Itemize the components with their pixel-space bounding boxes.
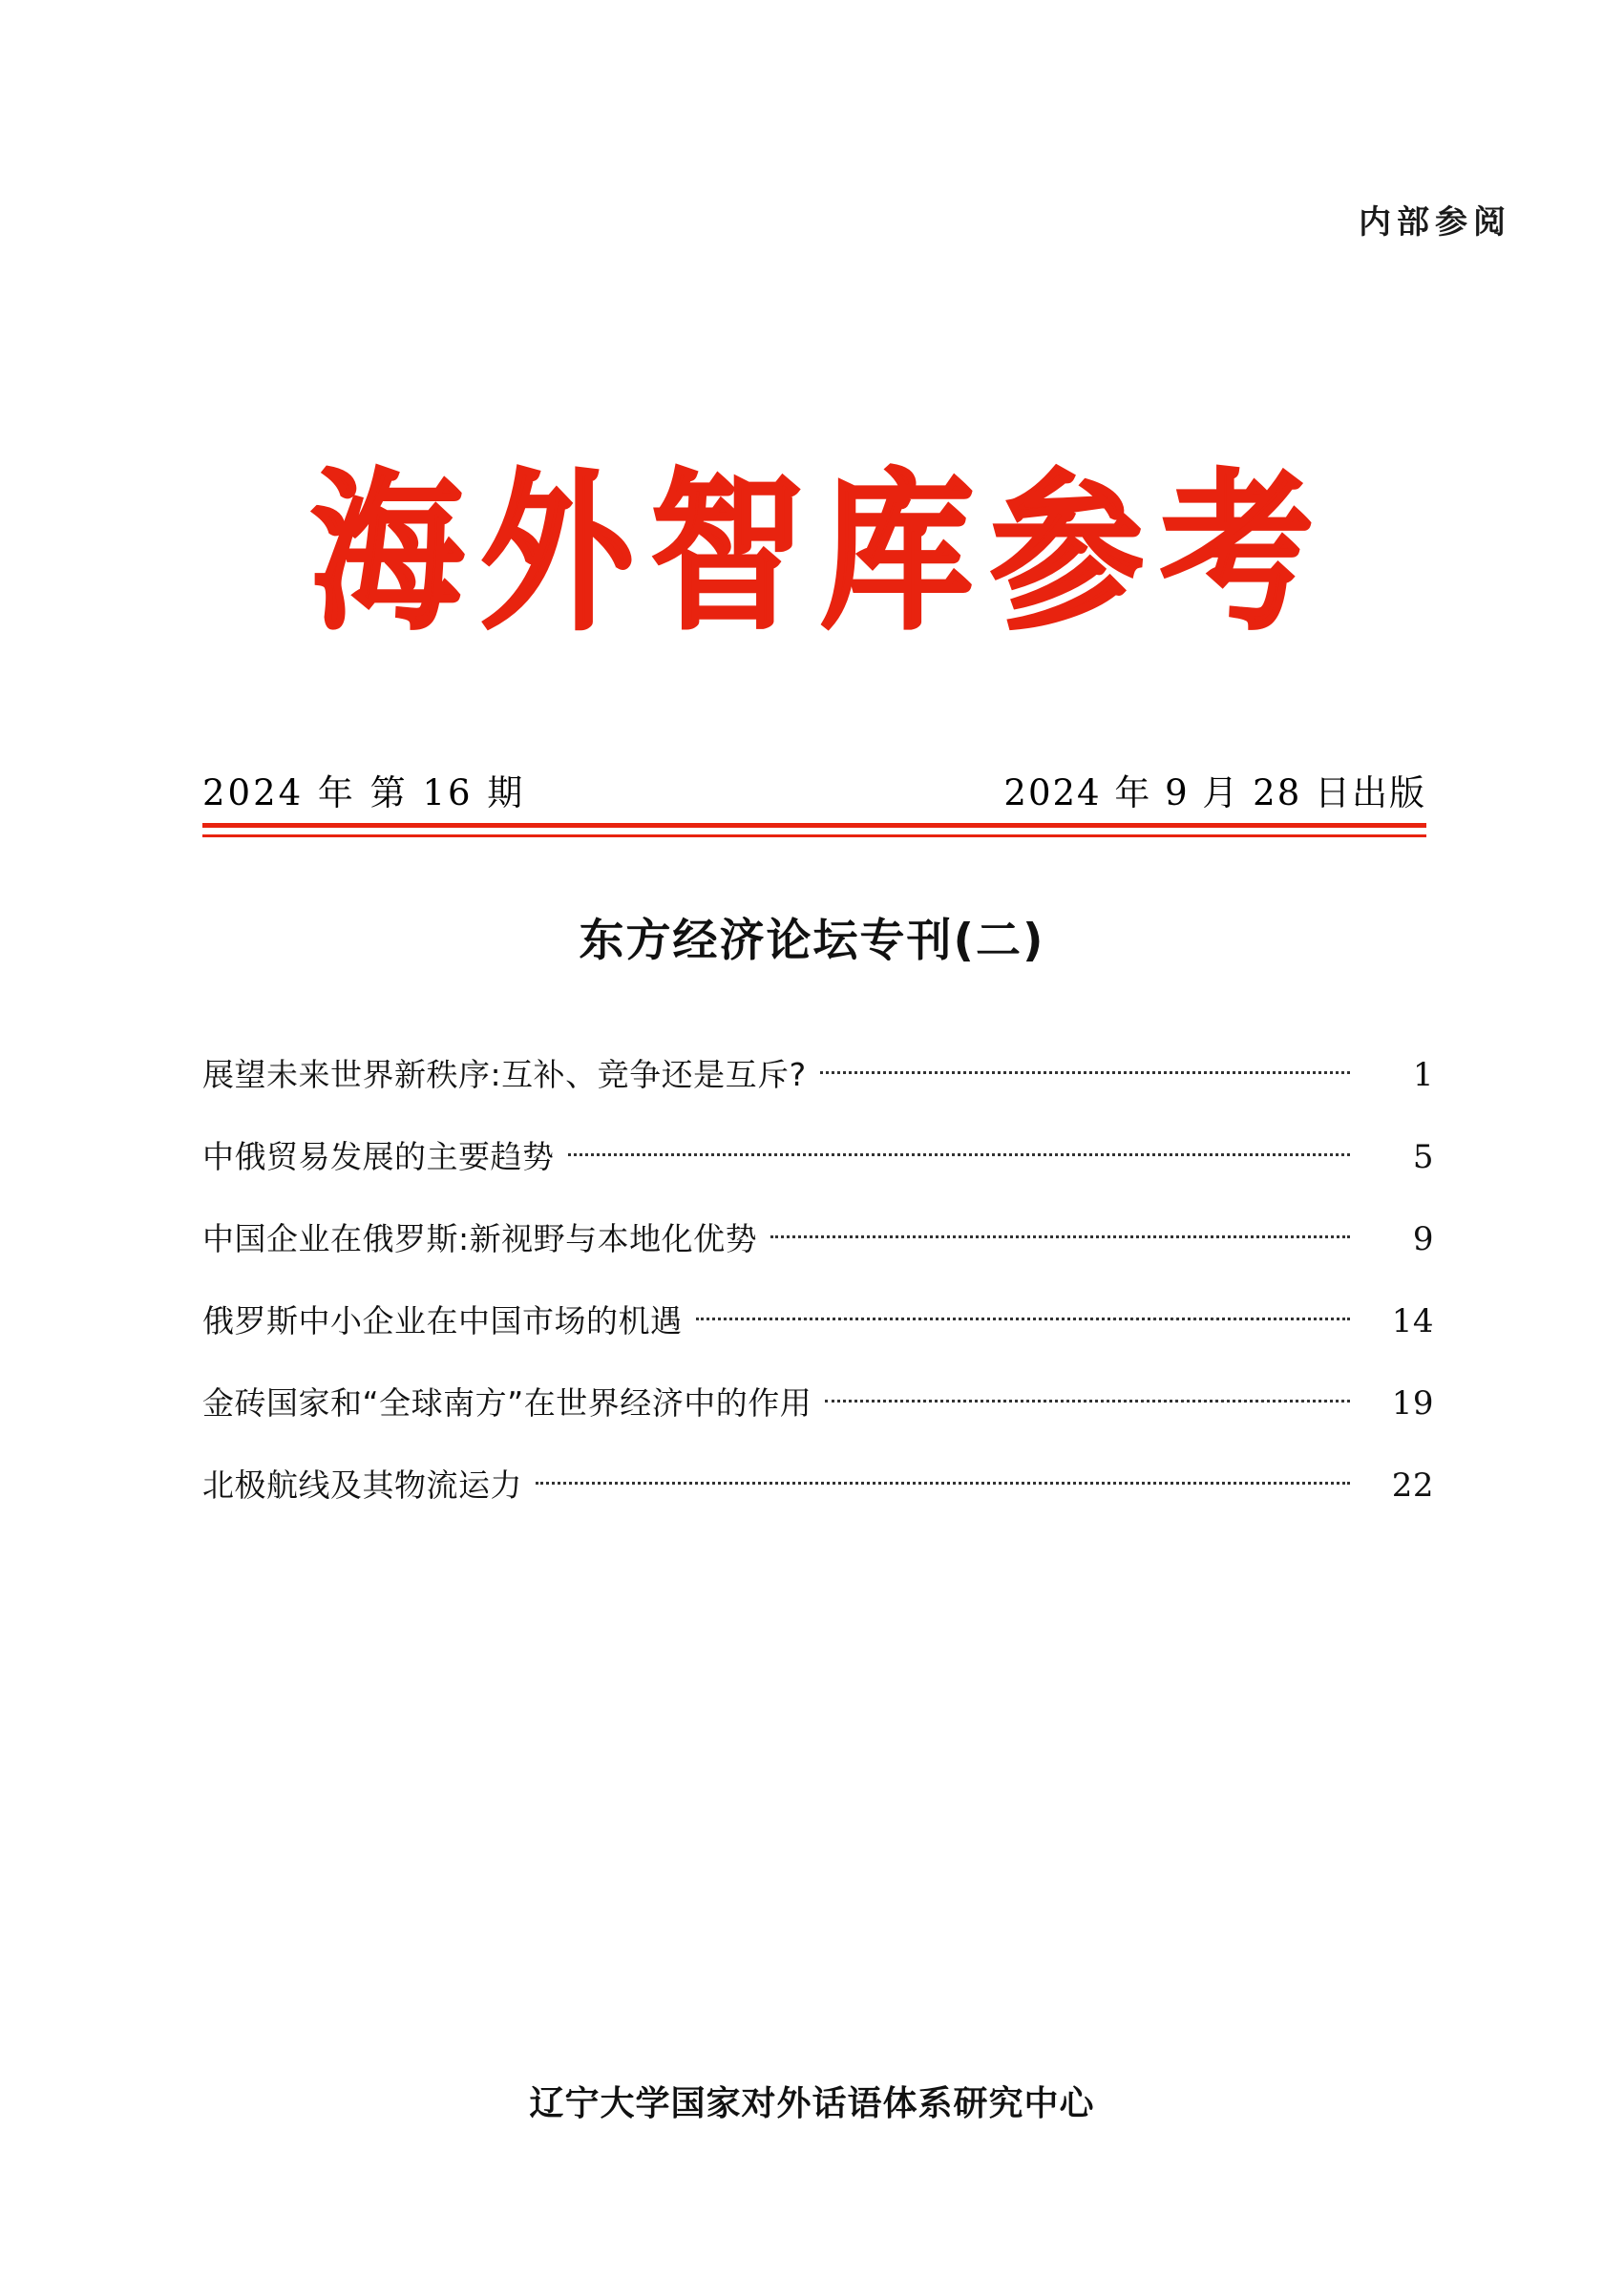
issue-number: 2024 年 第 16 期 [202,772,526,813]
toc-entry[interactable] [202,1050,1434,1132]
toc-leader-dots [820,1054,1350,1086]
toc-entry-page: 22 [1391,1466,1434,1505]
toc-leader-dots [536,1465,1350,1496]
toc-entry-page: 14 [1391,1302,1434,1340]
publication-title: 海外智库参考 [310,453,1331,653]
toc-leader-dots [696,1300,1351,1332]
toc-leader-dots [825,1382,1350,1414]
publish-date: 2024 年 9 月 28 日出版 [1003,772,1426,813]
toc-entry-title: 金砖国家和“全球南方”在世界经济中的作用 [202,1384,812,1422]
toc-entry-page: 1 [1412,1056,1434,1094]
special-issue-title: 东方经济论坛专刊(二) [579,915,1045,967]
toc-entry-page: 19 [1391,1384,1434,1423]
toc-entry-title: 北极航线及其物流运力 [202,1466,522,1504]
toc-entry-title: 中国企业在俄罗斯:新视野与本地化优势 [202,1220,758,1257]
toc-entry[interactable] [202,1379,1434,1461]
toc-entry[interactable] [202,1461,1434,1543]
rule-gap [202,828,1426,834]
masthead [0,453,1624,653]
toc-entry-page: 9 [1412,1220,1434,1258]
toc-entry-page: 5 [1412,1138,1434,1176]
publisher-name: 辽宁大学国家对外话语体系研究中心 [529,2084,1095,2123]
toc-entry-title: 展望未来世界新秩序:互补、竞争还是互斥? [202,1056,807,1093]
toc-entry[interactable] [202,1297,1434,1379]
toc-leader-dots [770,1218,1350,1250]
internal-reference-notice: 内部参阅 [1359,203,1511,242]
toc-entry-title: 俄罗斯中小企业在中国市场的机遇 [202,1302,683,1339]
toc-entry[interactable] [202,1214,1434,1297]
table-of-contents [202,1050,1434,1543]
double-rule-divider [202,823,1426,837]
toc-entry[interactable] [202,1132,1434,1214]
rule-thin [202,834,1426,837]
toc-leader-dots [568,1136,1351,1168]
toc-entry-title: 中俄贸易发展的主要趋势 [202,1138,555,1175]
issue-line [202,764,1426,815]
